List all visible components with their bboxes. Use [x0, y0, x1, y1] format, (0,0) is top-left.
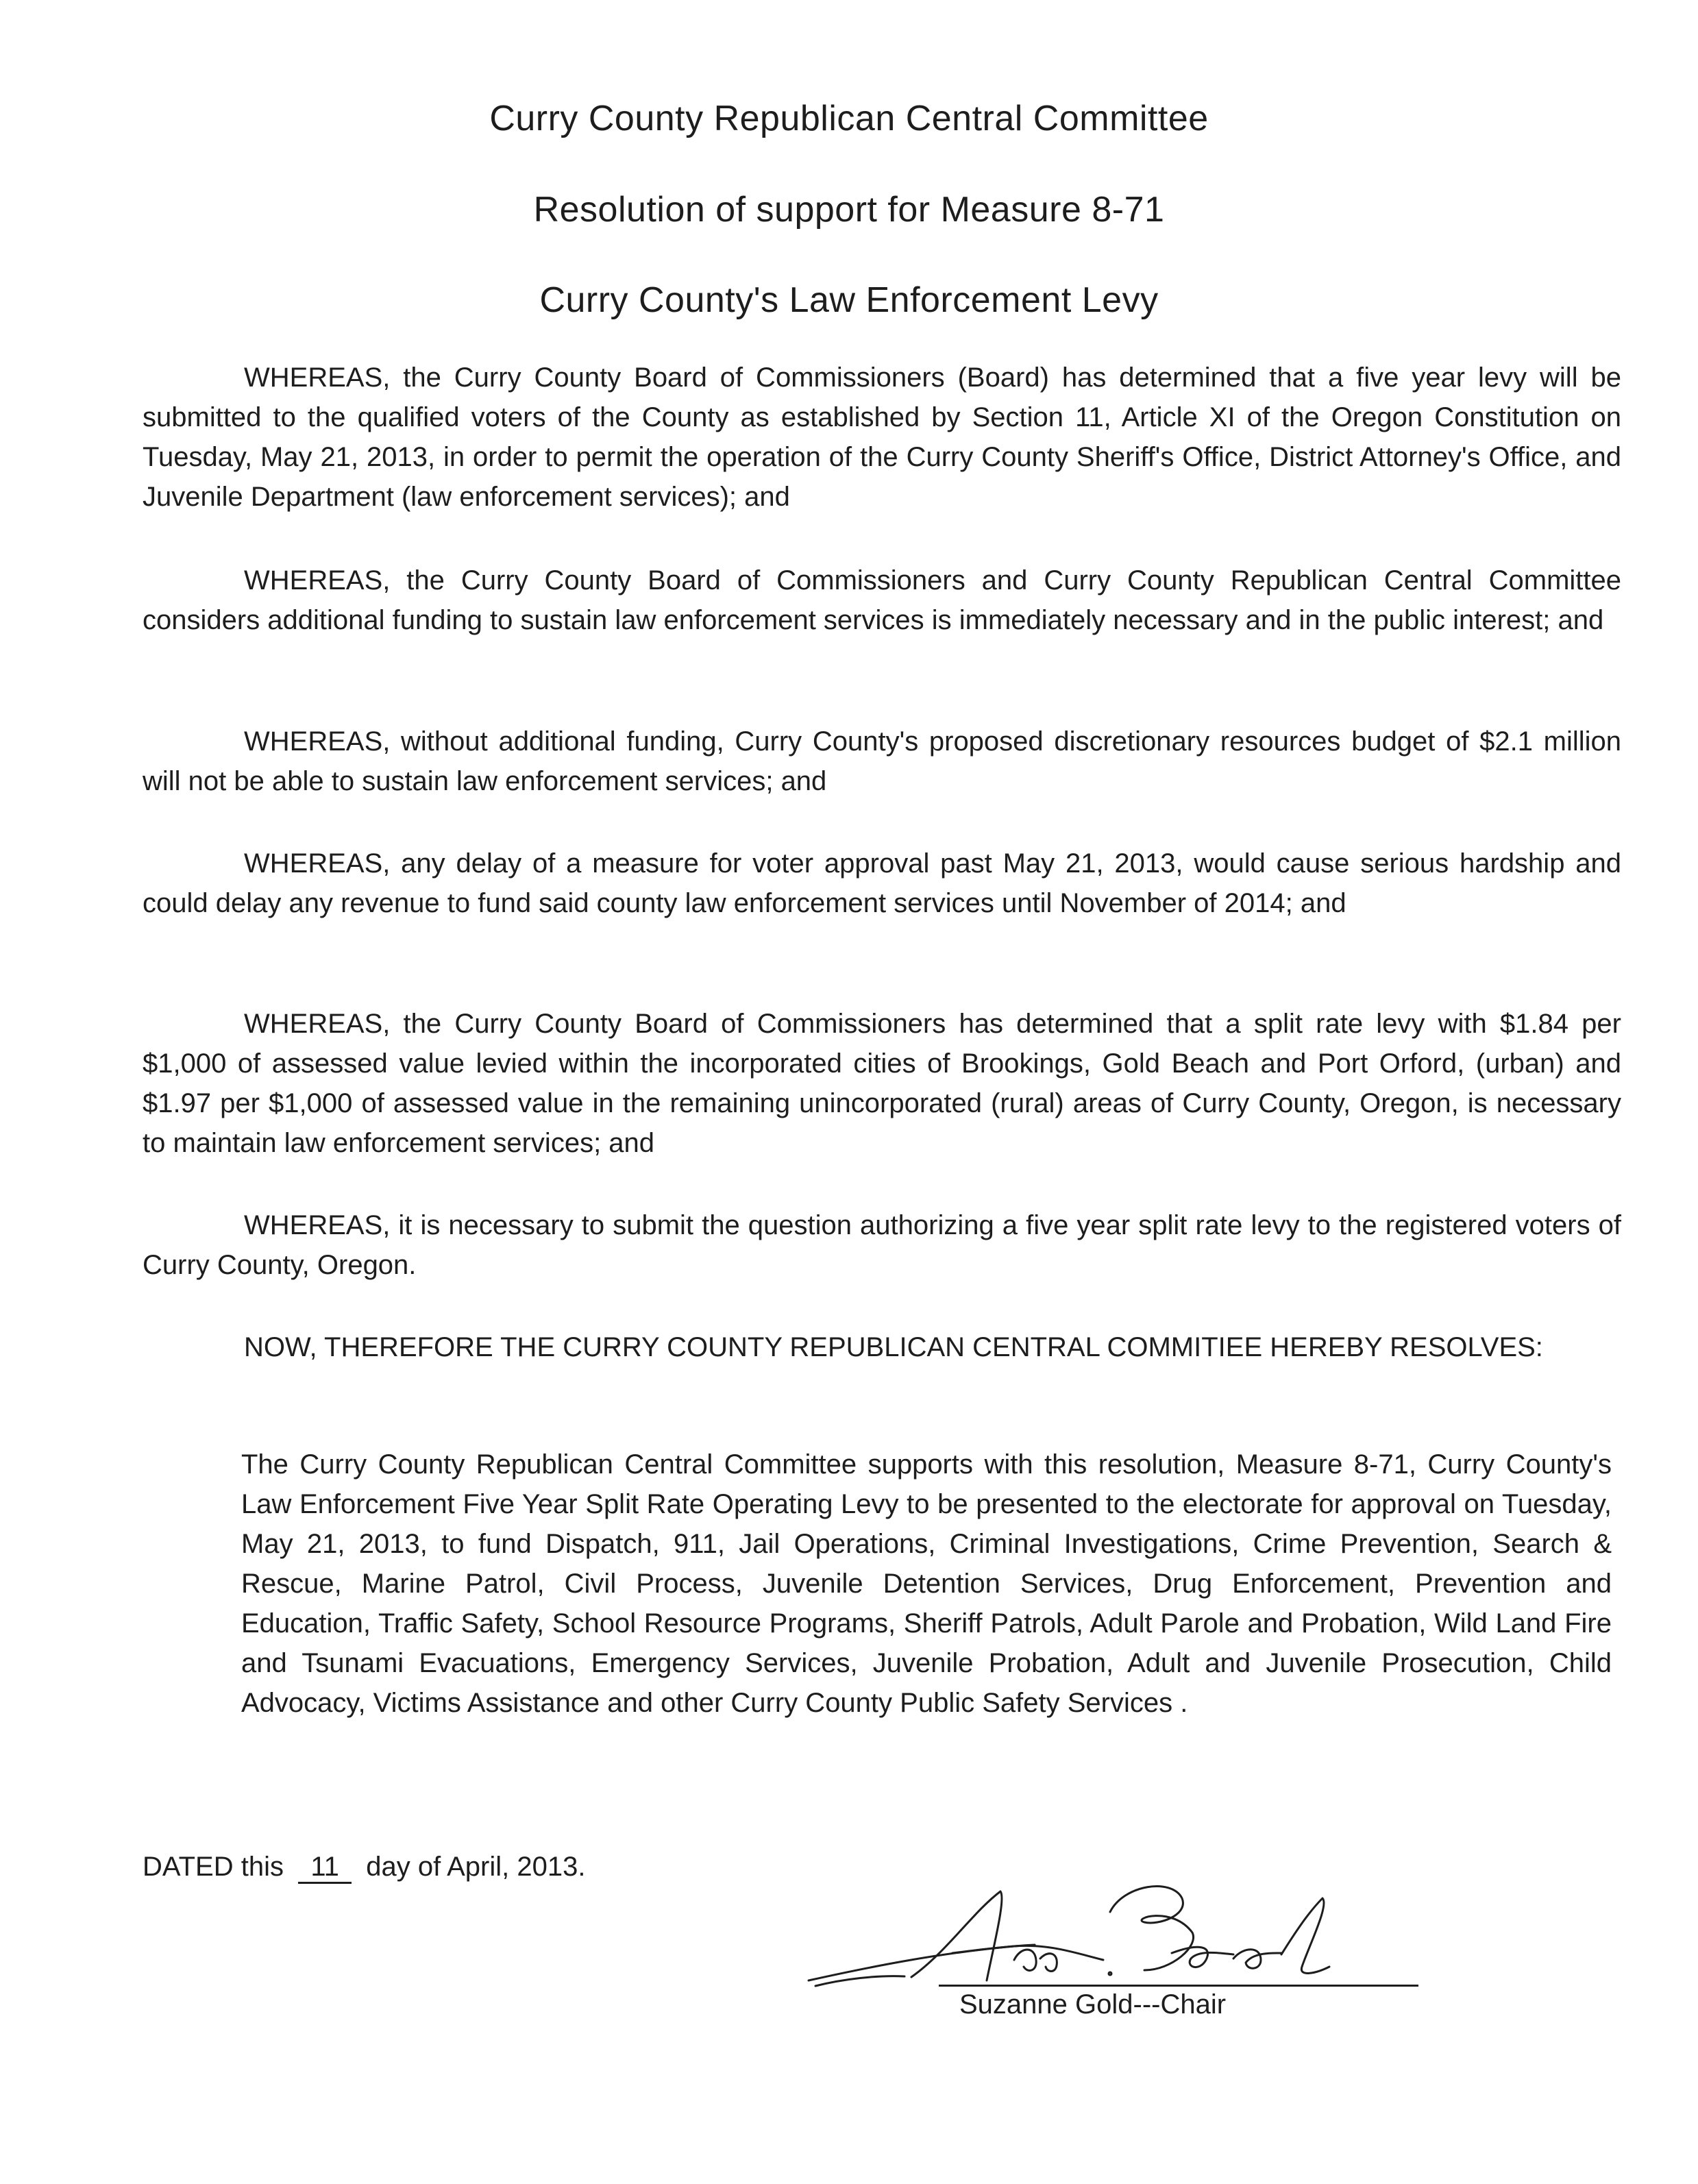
whereas-clause: WHEREAS, without additional funding, Curry County's proposed discretionary resources budget of $2.1 million will not be able to sustain law enforcement services; and	[143, 726, 1621, 796]
signature-block	[788, 1850, 1432, 2022]
dated-prefix: DATED this	[143, 1852, 284, 1882]
whereas-clause: WHEREAS, the Curry County Board of Commissioners and Curry County Republican Central Committee considers additional funding to sustain law enforcement services is immediately necessary and in the public interest; and	[143, 565, 1621, 635]
resolution-body: The Curry County Republican Central Committee supports with this resolution, Measure 8-71, Curry County's Law Enforcement Five Year Split Rate Operating Levy to be presented to the electorate for approval on Tuesday, May 21, 2013, to fund Dispatch, 911, Jail Operations, Criminal Investigations, Crime Prevention, Search & Rescue, Marine Patrol, Civil Process, Juvenile Detention Services, Drug Enforcement, Prevention and Education, Traffic Safety, School Resource Programs, Sheriff Patrols, Adult Parole and Probation, Wild Land Fire and Tsunami Evacuations, Emergency Services, Juvenile Probation, Adult and Juvenile Prosecution, Child Advocacy, Victims Assistance and other Curry County Public Safety Services .	[241, 1449, 1612, 1718]
now-therefore-clause: NOW, THEREFORE THE CURRY COUNTY REPUBLICAN CENTRAL COMMITIEE HEREBY RESOLVES:	[244, 1332, 1543, 1362]
resolution-heading: Resolution of support for Measure 8-71	[533, 190, 1165, 230]
whereas-clause: WHEREAS, it is necessary to submit the question authorizing a five year split rate levy to the registered voters of Curry County, Oregon.	[143, 1210, 1621, 1280]
signature-line	[939, 1985, 1418, 1987]
whereas-clause: WHEREAS, any delay of a measure for voter approval past May 21, 2013, would cause serious hardship and could delay any revenue to fund said county law enforcement services until November of 2014; and	[143, 848, 1621, 918]
dated-line	[143, 1847, 585, 1887]
signatory-name: Suzanne Gold---Chair	[959, 1989, 1227, 2020]
dated-suffix: day of April, 2013.	[366, 1852, 586, 1882]
whereas-clause: WHEREAS, the Curry County Board of Commissioners (Board) has determined that a five year levy will be submitted to the qualified voters of the County as established by Section 11, Article XI of the Oregon Constitution on Tuesday, May 21, 2013, in order to permit the operation of the Curry County Sheriff's Office, District Attorney's Office, and Juvenile Department (law enforcement services); and	[143, 363, 1621, 512]
levy-heading: Curry County's Law Enforcement Levy	[539, 280, 1159, 320]
committee-heading: Curry County Republican Central Committee	[489, 99, 1209, 138]
whereas-clause: WHEREAS, the Curry County Board of Commissioners has determined that a split rate levy with $1.84 per $1,000 of assessed value levied within the incorporated cities of Brookings, Gold Beach and Port Orford, (urban) and $1.97 per $1,000 of assessed value in the remaining unincorporated (rural) areas of Curry County, Oregon, is necessary to maintain law enforcement services; and	[143, 1009, 1621, 1158]
dated-day: 11	[298, 1852, 352, 1884]
